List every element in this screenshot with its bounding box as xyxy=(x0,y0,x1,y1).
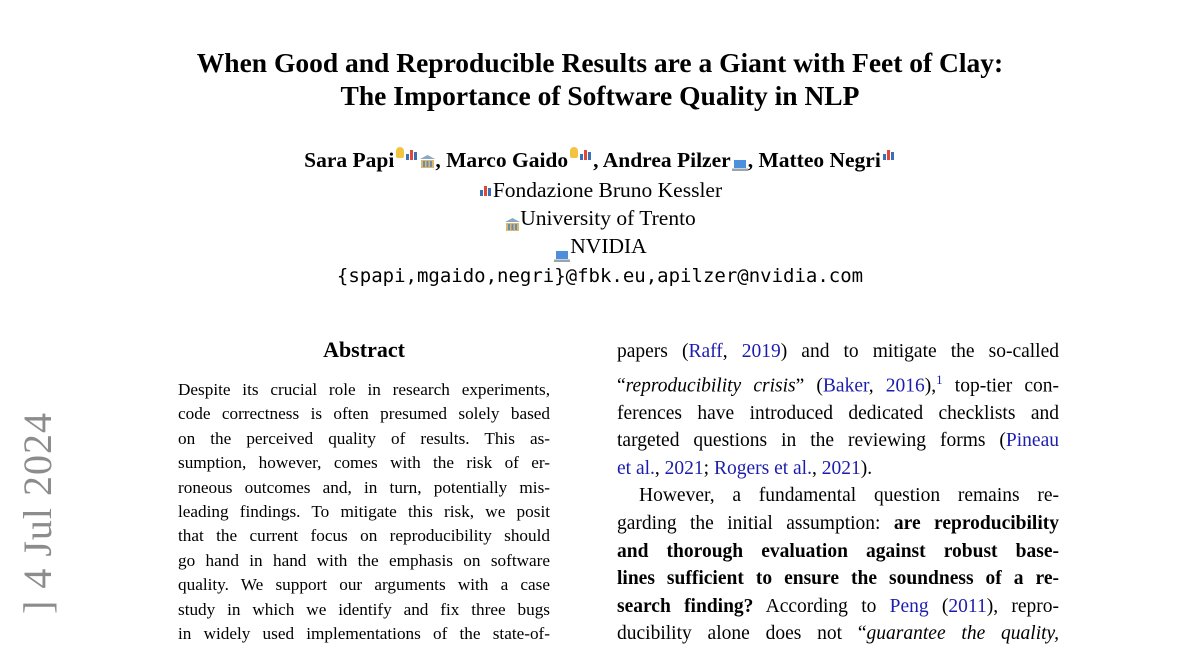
body-line: papers (Raff, 2019) and to mitigate the so-called xyxy=(617,341,1060,362)
citation-link[interactable]: Peng xyxy=(889,595,929,617)
lightbulb-icon xyxy=(396,147,404,158)
footnote-link[interactable]: 1 xyxy=(936,371,943,387)
body-line: ferences have introduced dedicated checklists and xyxy=(617,402,1059,424)
bar-chart-icon xyxy=(406,149,419,160)
body-text-column xyxy=(617,338,1059,648)
abstract-line: leading findings. To mitigate this risk, we posit xyxy=(178,502,550,522)
abstract-line: on the perceived quality of results. This as- xyxy=(178,428,550,448)
bar-chart-icon xyxy=(480,185,493,196)
citation-link[interactable]: et al. xyxy=(617,457,655,479)
bar-chart-icon xyxy=(580,149,593,160)
citation-link[interactable]: 2019 xyxy=(741,341,781,362)
citation-link[interactable]: 2016 xyxy=(885,375,925,397)
affiliation-nvidia xyxy=(0,232,1200,260)
university-icon xyxy=(505,211,520,225)
abstract-line: sumption, however, comes with the risk of er- xyxy=(178,453,550,473)
arxiv-sidebar-stamp xyxy=(14,380,114,670)
author-separator: , xyxy=(747,148,759,172)
author-list xyxy=(0,146,1200,174)
abstract-line: go hand in hand with the emphasis on software xyxy=(178,550,550,570)
citation-link[interactable]: 2011 xyxy=(948,595,987,617)
abstract-line: roneous outcomes and, in turn, potentially mis- xyxy=(178,477,550,497)
title-line-1: When Good and Reproducible Results are a Giant with Feet of Clay: xyxy=(196,47,1004,78)
author-emails: {spapi,mgaido,negri}@fbk.eu,apilzer@nvidia.com xyxy=(336,265,864,287)
affiliation-unitn xyxy=(0,204,1200,232)
author-name: Sara Papi xyxy=(304,148,395,172)
citation-link[interactable]: Rogers et al. xyxy=(713,457,812,479)
abstract-line: quality. We support our arguments with a case xyxy=(178,575,550,595)
affiliation-name: University of Trento xyxy=(520,206,696,230)
author-name: Andrea Pilzer xyxy=(602,148,731,172)
body-line: et al., 2021; Rogers et al., 2021). xyxy=(617,457,873,479)
paper-title xyxy=(0,46,1200,112)
citation-link[interactable]: 2021 xyxy=(664,457,704,479)
body-line: search finding? According to Peng (2011), repro- xyxy=(617,595,1059,617)
abstract-heading: Abstract xyxy=(323,337,405,362)
citation-link[interactable]: Pineau xyxy=(1005,430,1059,452)
author-separator: , xyxy=(593,148,603,172)
title-line-2: The Importance of Software Quality in NLP xyxy=(340,80,860,111)
citation-link[interactable]: 2021 xyxy=(821,457,861,479)
lightbulb-icon xyxy=(570,147,578,158)
affiliation-name: Fondazione Bruno Kessler xyxy=(492,178,723,202)
author-name: Matteo Negri xyxy=(758,148,881,172)
citation-link[interactable]: Baker xyxy=(822,375,869,397)
body-line: garding the initial assumption: are reproducibility xyxy=(617,513,1059,535)
body-line: However, a fundamental question remains re- xyxy=(639,485,1059,507)
university-icon xyxy=(420,148,435,162)
affiliation-fbk xyxy=(0,176,1200,204)
body-line: and thorough evaluation against robust base- xyxy=(617,540,1059,562)
abstract-line: Despite its crucial role in research experiments, xyxy=(178,380,550,399)
abstract-line: in widely used implementations of the state-of- xyxy=(178,624,550,644)
body-line: targeted questions in the reviewing forms (Pineau xyxy=(617,430,1059,452)
abstract-line: that the current focus on reproducibility should xyxy=(178,526,550,546)
author-separator: , xyxy=(435,148,447,172)
laptop-icon xyxy=(732,150,748,161)
author-name: Marco Gaido xyxy=(446,148,569,172)
affiliation-name: NVIDIA xyxy=(570,234,647,258)
body-line: ducibility alone does not “guarantee the quality, xyxy=(617,623,1059,645)
bar-chart-icon xyxy=(883,149,896,160)
abstract-body xyxy=(178,378,550,646)
abstract-line: code correctness is often presumed solely based xyxy=(178,404,550,424)
citation-link[interactable]: Raff xyxy=(688,341,723,362)
arxiv-date: ] 4 Jul 2024 xyxy=(15,412,60,614)
body-line: lines sufficient to ensure the soundness of a re- xyxy=(617,568,1059,590)
body-line: “reproducibility crisis” (Baker, 2016),$^1$ top-tier con- xyxy=(617,371,1059,397)
laptop-icon xyxy=(554,241,570,252)
abstract-line: study in which we identify and fix three bugs xyxy=(178,599,550,619)
